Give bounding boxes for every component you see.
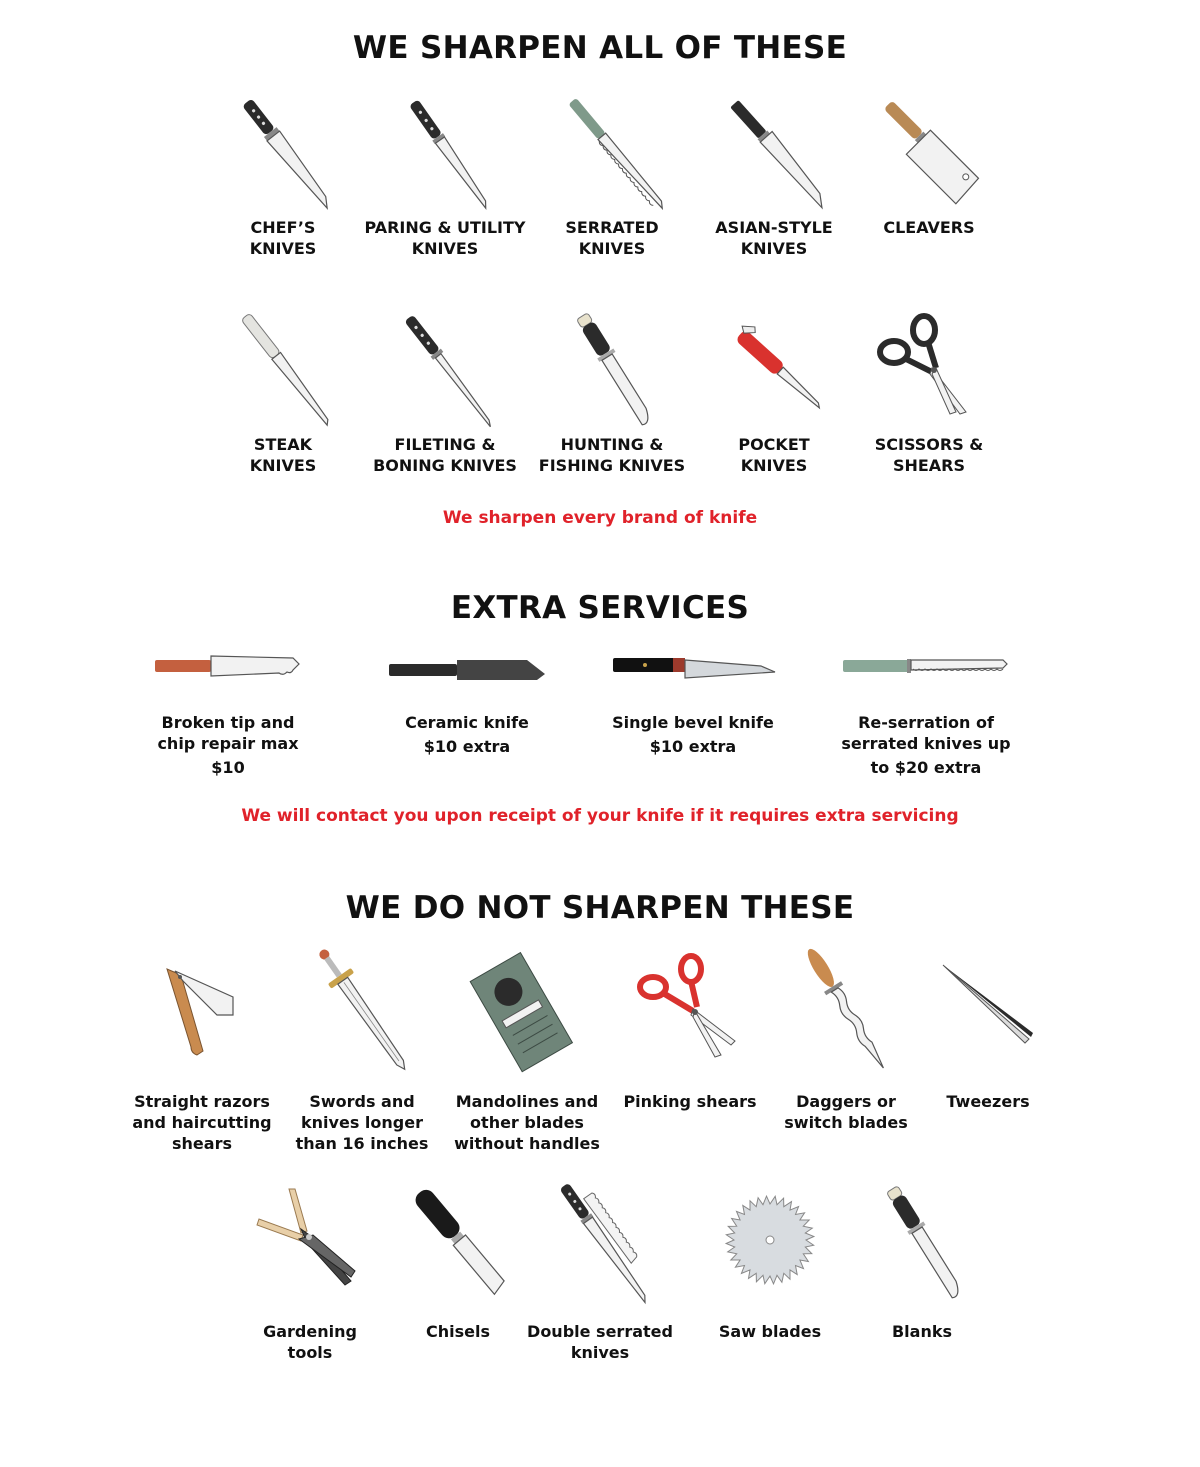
tweezers-icon [933, 955, 1043, 1065]
item-label: PARING & UTILITY KNIVES [364, 218, 526, 258]
ceramic-knife-icon [387, 652, 547, 682]
no-item-straight-razor [117, 955, 287, 1154]
sharpen-item-chefs-knife [198, 95, 368, 259]
chefs-knife-icon [228, 95, 338, 205]
item-label: STEAK KNIVES [249, 435, 317, 475]
item-label: CHEF’S KNIVES [249, 218, 317, 258]
extra-services-title: EXTRA SERVICES [450, 590, 750, 626]
extra-service-single-bevel [598, 652, 788, 757]
extra-service-reserration [831, 652, 1021, 778]
no-item-blank [837, 1185, 1007, 1342]
sharpen-item-steak-knife [198, 312, 368, 476]
no-item-mandoline [442, 955, 612, 1154]
service-label: Single bevel knife [612, 713, 774, 732]
item-label: FILETING & BONING KNIVES [373, 435, 517, 475]
no-item-double-serrated [515, 1185, 685, 1363]
sharpen-item-cleaver [844, 95, 1014, 238]
sharpen-item-paring-knife [360, 95, 530, 259]
item-label: SCISSORS & SHEARS [874, 435, 984, 475]
sharpen-item-pocket-knife [689, 312, 859, 476]
cleaver-icon [874, 95, 984, 205]
extra-service-broken-tip [133, 652, 323, 778]
no-item-sword [277, 955, 447, 1154]
service-price: to $20 extra [870, 758, 982, 777]
no-item-gardening-tools [225, 1185, 395, 1363]
service-label: Re-serration of serrated knives up [841, 713, 1011, 753]
straight-razor-icon [147, 955, 257, 1065]
reserration-knife-icon [841, 652, 1011, 682]
item-label: POCKET KNIVES [738, 435, 810, 475]
do-not-sharpen-title: WE DO NOT SHARPEN THESE [345, 890, 855, 926]
sword-icon [307, 955, 417, 1065]
double-serrated-knife-icon [545, 1185, 655, 1295]
no-item-saw-blade [685, 1185, 855, 1342]
broken-tip-knife-icon [153, 652, 303, 682]
sharpen-item-hunting-knife [527, 312, 697, 476]
every-brand-note: We sharpen every brand of knife [442, 508, 758, 528]
item-label: Mandolines and other blades without handles [454, 1092, 600, 1153]
sharpen-item-asian-knife [689, 95, 859, 259]
pinking-shears-icon [635, 955, 745, 1065]
item-label: Daggers or switch blades [784, 1092, 908, 1132]
extra-servicing-note: We will contact you upon receipt of your knife if it requires extra servicing [241, 806, 959, 826]
item-label: Tweezers [946, 1092, 1030, 1111]
hunting-knife-icon [557, 312, 667, 422]
saw-blade-icon [715, 1185, 825, 1295]
steak-knife-icon [228, 312, 338, 422]
sharpen-item-scissors [844, 312, 1014, 476]
no-item-pinking-shears [605, 955, 775, 1112]
item-label: Pinking shears [623, 1092, 757, 1111]
sharpen-item-fillet-knife [360, 312, 530, 476]
item-label: HUNTING & FISHING KNIVES [538, 435, 686, 475]
no-item-tweezers [903, 955, 1073, 1112]
item-label: CLEAVERS [883, 218, 975, 237]
service-price: $10 extra [423, 737, 511, 756]
service-price: $10 extra [649, 737, 737, 756]
hedge-shears-icon [255, 1185, 365, 1295]
paring-knife-icon [390, 95, 500, 205]
pocket-knife-icon [719, 312, 829, 422]
dagger-icon [791, 955, 901, 1065]
single-bevel-knife-icon [611, 652, 776, 682]
scissors-icon [874, 312, 984, 422]
blank-knife-icon [867, 1185, 977, 1295]
chisel-icon [403, 1185, 513, 1295]
service-price: $10 [211, 758, 245, 777]
fillet-knife-icon [390, 312, 500, 422]
extra-service-ceramic [372, 652, 562, 757]
item-label: Saw blades [718, 1322, 822, 1341]
item-label: Double serrated knives [527, 1322, 673, 1362]
item-label: ASIAN-STYLE KNIVES [715, 218, 833, 258]
service-label: Ceramic knife [405, 713, 529, 732]
service-label: Broken tip and chip repair max [157, 713, 299, 753]
sharpen-item-serrated-knife [527, 95, 697, 259]
item-label: Blanks [891, 1322, 953, 1341]
item-label: Swords and knives longer than 16 inches [295, 1092, 429, 1153]
asian-knife-icon [719, 95, 829, 205]
sharpen-section-title: WE SHARPEN ALL OF THESE [352, 30, 848, 66]
item-label: Straight razors and haircutting shears [132, 1092, 272, 1153]
item-label: Gardening tools [263, 1322, 357, 1362]
serrated-knife-icon [557, 95, 667, 205]
item-label: SERRATED KNIVES [565, 218, 659, 258]
mandoline-icon [472, 955, 582, 1065]
item-label: Chisels [426, 1322, 490, 1341]
